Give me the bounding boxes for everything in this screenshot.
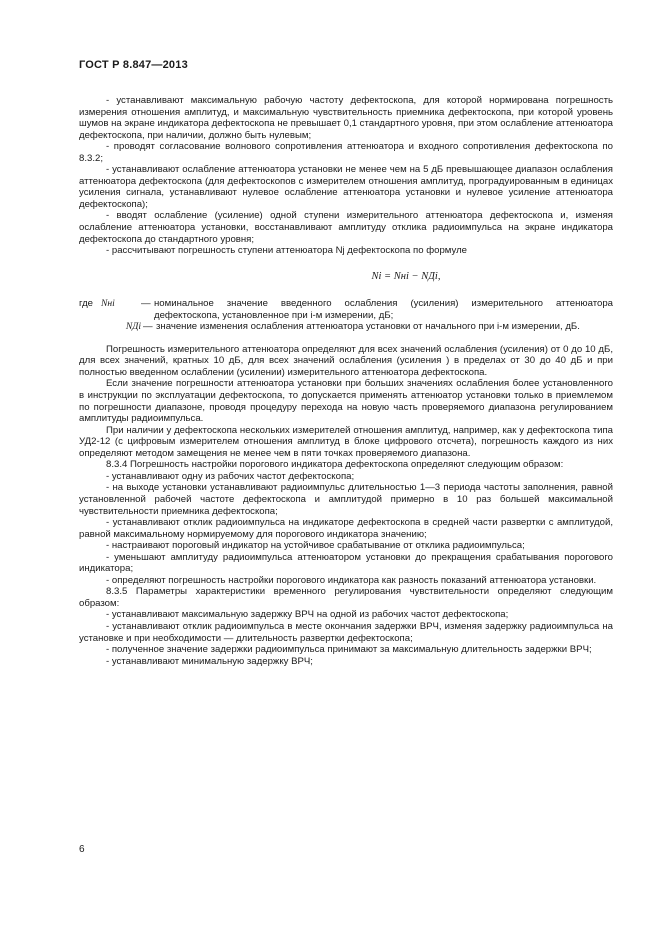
where-symbol: Nнi <box>101 298 115 310</box>
where-symbol: NДi <box>125 321 141 333</box>
where-dash: — <box>141 298 151 310</box>
paragraph: - настраивают пороговый индикатор на устойчивое срабатывание от отклика радиоимпульса; <box>106 540 525 552</box>
section-paragraph: 8.3.5 Параметры характеристики временного регулирования чувствительности определяют следующим образом: <box>79 586 613 609</box>
standard-header: ГОСТ Р 8.847—2013 <box>79 59 188 71</box>
paragraph: - вводят ослабление (усиление) одной ступени измерительного аттенюатора дефектоскопа и, изменяя ослабление аттенюатора установки, восстанавливают амплитуду отклика радиоимпульса на экране индикатора дефектоскопа до стандартного уровня; <box>79 210 613 245</box>
where-label: где <box>79 298 94 310</box>
where-row <box>79 298 613 321</box>
paragraph: При наличии у дефектоскопа нескольких измерителей отношения амплитуд, например, как у дефектоскопа типа УД2-12 (с цифровым измерителем отношения амплитуд в блоке цифрового отсчета), погрешность каждого из них определяют методом замещения не менее чем в пяти точках проверяемого диапазона. <box>79 424 613 459</box>
paragraph: - определяют погрешность настройки порогового индикатора как разность показаний аттенюатора установки. <box>106 574 597 586</box>
paragraph: - полученное значение задержки радиоимпульса принимают за максимальную длительность задержки ВРЧ; <box>106 644 592 656</box>
paragraph: Если значение погрешности аттенюатора установки при больших значениях ослабления более установленного в инструкции по эксплуатации дефектоскопа, то допускается применять аттенюатор установки только в приемлемом по погрешности диапазоне, проводя процедуру перехода на новую часть проверяемого диапазона регулированием амплитуды радиоимпульса. <box>79 378 613 425</box>
spacer <box>79 333 613 344</box>
where-label-spacer <box>79 321 101 333</box>
paragraph: - устанавливают отклик радиоимпульса в месте окончания задержки ВРЧ, изменяя задержку радиоимпульса на установке и при необходимости — длительность развертки дефектоскопа; <box>79 620 613 644</box>
where-text: номинальное значение введенного ослабления (усиления) измерительного аттенюатора дефектоскопа, установленное при i-м измерении, дБ; <box>154 298 613 321</box>
paragraph: - устанавливают максимальную задержку ВРЧ на одной из рабочих частот дефектоскопа; <box>106 609 509 621</box>
paragraph: - устанавливают максимальную рабочую частоту дефектоскопа, для которой нормирована погрешность измерения отношения амплитуд, и максимальную чувствительность приемника дефектоскопа, при которой уровень шумов на экране индикатора дефектоскопа не превышает 0,1 стандартного уровня, при этом ослабление аттенюатора дефектоскопа, при наличии, должно быть нулевым; <box>79 95 613 141</box>
page-number: 6 <box>79 844 85 855</box>
where-dash: — <box>143 321 153 333</box>
paragraph: - устанавливают ослабление аттенюатора установки не менее чем на 5 дБ превышающее диапазон ослабления аттенюатора дефектоскопа (для дефектоскопов с измерителем отношения амплитуд, проградуированным в единицах усиления сигнала, устанавливают нулевое ослабление аттенюатора установки и нулевое усиление аттенюатора дефектоскопа); <box>79 164 613 210</box>
formula: Ni = Nнi − NДi, <box>371 270 441 282</box>
document-body <box>79 95 613 667</box>
paragraph: - уменьшают амплитуду радиоимпульса аттенюатором установки до прекращения срабатывания порогового индикатора; <box>79 551 613 575</box>
paragraph: - устанавливают отклик радиоимпульса на индикаторе дефектоскопа в средней части развертки с амплитудой, равной максимальному нормируемому для порогового индикатора значению; <box>79 517 613 540</box>
paragraph: - устанавливают одну из рабочих частот дефектоскопа; <box>106 470 355 482</box>
paragraph: - на выходе установки устанавливают радиоимпульс длительностью 1—3 периода частоты заполнения, равной установленной рабочей частоте дефектоскопа и амплитудой примерно в 10 раз большей максимальной чувствительности приемника дефектоскопа; <box>79 482 613 517</box>
where-text: значение изменения ослабления аттенюатора установки от начального при i-м измерении, дБ. <box>156 321 580 333</box>
paragraph: - проводят согласование волнового сопротивления аттенюатора и входного сопротивления дефектоскопа по 8.3.2; <box>79 141 613 164</box>
section-paragraph: 8.3.4 Погрешность настройки порогового индикатора дефектоскопа определяют следующим образом: <box>106 459 564 471</box>
paragraph: - рассчитывают погрешность ступени аттенюатора Nj дефектоскопа по формуле <box>106 245 468 257</box>
where-row <box>79 321 613 333</box>
paragraph: - устанавливают минимальную задержку ВРЧ; <box>106 655 313 667</box>
paragraph: Погрешность измерительного аттенюатора определяют для всех значений ослабления (усиления) от 0 до 10 дБ, для всех значений, кратных 10 дБ, для всех значений ослабления (усиления ) в пределах от 30 до 40 дБ и при полностью введенном ослаблении (усилении) измерительного аттенюатора дефектоскопа. <box>79 343 613 378</box>
